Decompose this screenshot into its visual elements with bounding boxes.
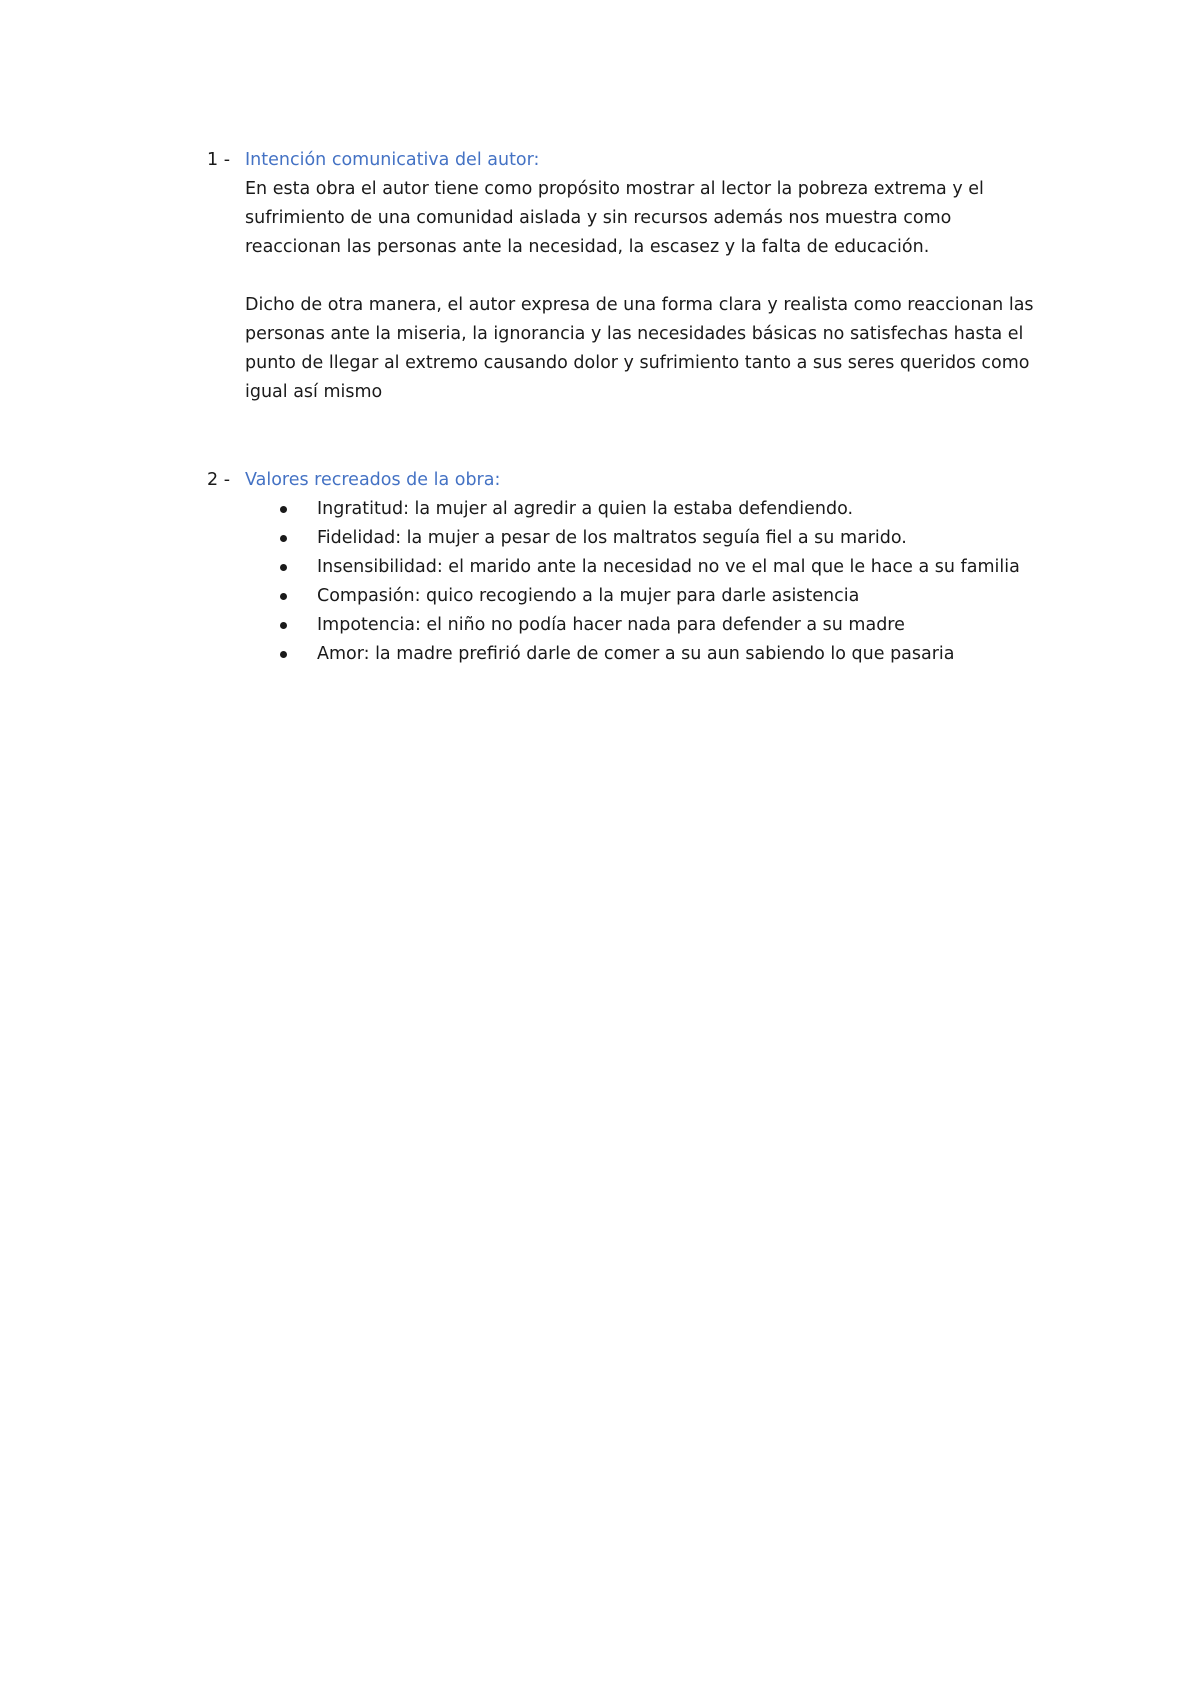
- section-heading: Intención comunicativa del autor:: [245, 150, 540, 170]
- section-heading-row: [207, 146, 1067, 175]
- bullet-icon: [280, 506, 287, 513]
- section-number: 1 -: [207, 150, 231, 170]
- bullet-icon: [280, 564, 287, 571]
- paragraph: Dicho de otra manera, el autor expresa de una forma clara y realista como reaccionan las personas ante la miseria, la ignorancia y las necesidades básicas no satisfechas hasta el punto de llegar al extremo causando dolor y sufrimiento tanto a sus seres queridos como igual así mismo: [245, 295, 1034, 402]
- list-item-text: Impotencia: el niño no podía hacer nada para defender a su madre: [317, 615, 905, 635]
- list-item: [279, 524, 1067, 553]
- values-list: [207, 495, 1067, 669]
- list-item: [279, 495, 1067, 524]
- list-item: [279, 640, 1067, 669]
- list-item-text: Ingratitud: la mujer al agredir a quien la estaba defendiendo.: [317, 499, 854, 519]
- bullet-icon: [280, 651, 287, 658]
- bullet-icon: [280, 593, 287, 600]
- list-item-text: Amor: la madre prefirió darle de comer a su aun sabiendo lo que pasaria: [317, 644, 955, 664]
- section-values: [207, 466, 1067, 669]
- list-item-text: Compasión: quico recogiendo a la mujer para darle asistencia: [317, 586, 860, 606]
- bullet-icon: [280, 535, 287, 542]
- list-item-text: Insensibilidad: el marido ante la necesidad no ve el mal que le hace a su familia: [317, 557, 1020, 577]
- list-item: [279, 553, 1067, 582]
- list-item: [279, 582, 1067, 611]
- section-number: 2 -: [207, 470, 231, 490]
- section-communicative-intent: [207, 146, 1067, 407]
- list-item: [279, 611, 1067, 640]
- bullet-icon: [280, 622, 287, 629]
- section-heading-row: [207, 466, 1067, 495]
- list-item-text: Fidelidad: la mujer a pesar de los maltratos seguía fiel a su marido.: [317, 528, 907, 548]
- paragraph: En esta obra el autor tiene como propósito mostrar al lector la pobreza extrema y el sufrimiento de una comunidad aislada y sin recursos además nos muestra como reaccionan las personas ante la necesidad, la escasez y la falta de educación.: [245, 179, 984, 257]
- section-heading: Valores recreados de la obra:: [245, 470, 501, 490]
